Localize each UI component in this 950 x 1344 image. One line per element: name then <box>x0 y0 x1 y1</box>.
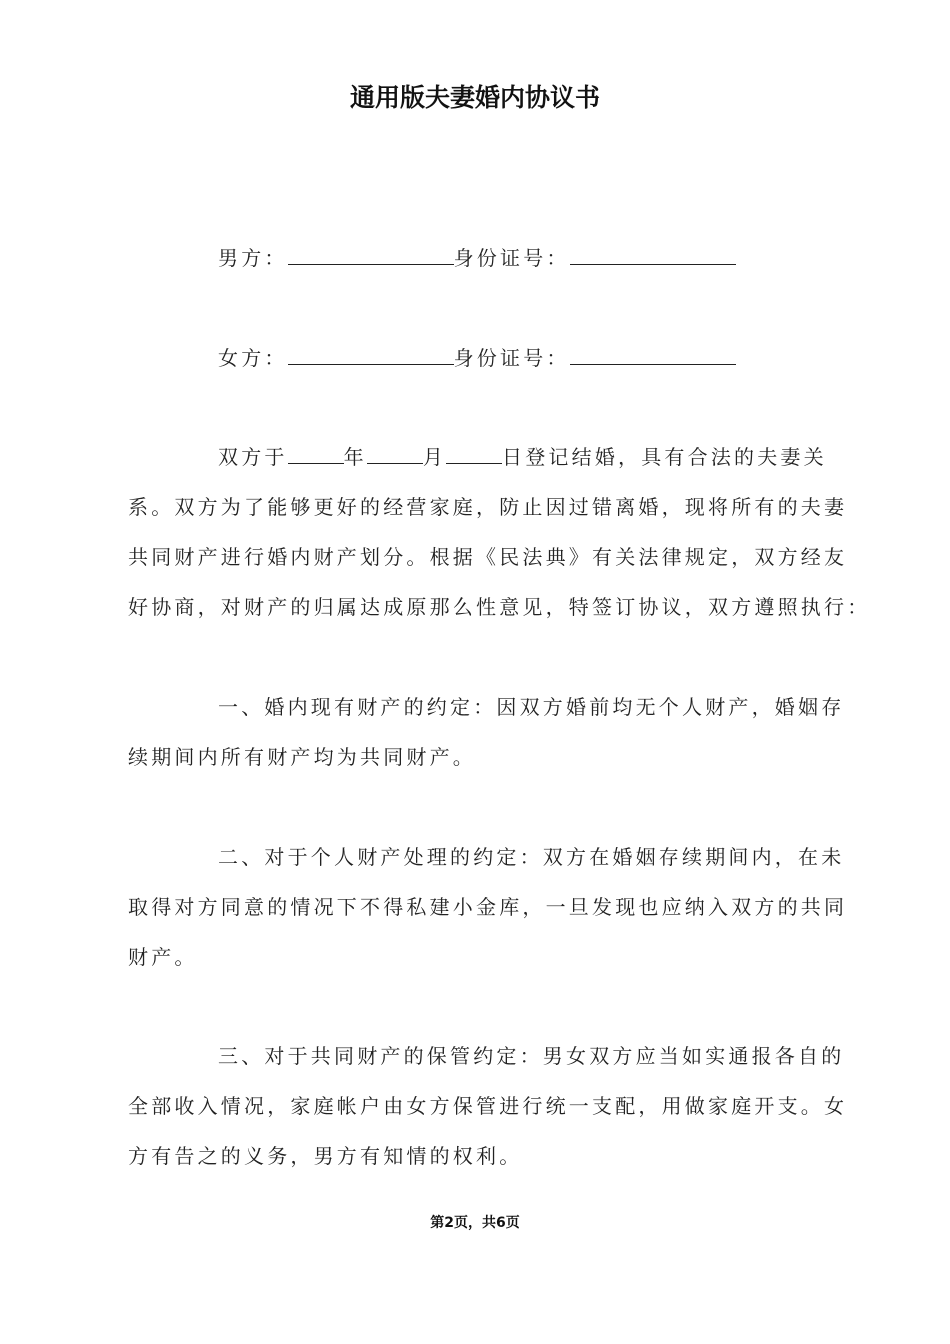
clause3-line-2: 全部收入情况，家庭帐户由女方保管进行统一支配，用做家庭开支。女 <box>128 1094 848 1118</box>
clause2-line-1: 二、对于个人财产处理的约定：双方在婚姻存续期间内，在未 <box>218 845 845 869</box>
day-blank <box>446 447 502 464</box>
month-label: 月 <box>422 445 447 469</box>
intro-line-2: 系。双方为了能够更好的经营家庭，防止因过错离婚，现将所有的夫妻 <box>128 495 848 519</box>
clause2-line-2: 取得对方同意的情况下不得私建小金库，一旦发现也应纳入双方的共同 <box>128 895 848 919</box>
male-id-blank <box>570 248 736 265</box>
female-id-label: 身份证号： <box>453 346 570 370</box>
intro-line-4: 好协商，对财产的归属达成原那么性意见，特签订协议，双方遵照执行： <box>128 595 871 619</box>
female-id-blank <box>570 348 736 365</box>
month-blank <box>367 447 423 464</box>
intro-prefix: 双方于 <box>218 445 288 469</box>
year-blank <box>288 447 344 464</box>
female-label: 女方： <box>218 346 288 370</box>
intro-line-3: 共同财产进行婚内财产划分。根据《民法典》有关法律规定，双方经友 <box>128 545 848 569</box>
page-number-footer: 第2页，共6页 <box>430 1215 520 1231</box>
female-name-blank <box>288 348 454 365</box>
year-label: 年 <box>343 445 367 469</box>
clause3-line-1: 三、对于共同财产的保管约定：男女双方应当如实通报各自的 <box>218 1044 845 1068</box>
male-name-blank <box>288 248 454 265</box>
clause2-line-3: 财产。 <box>128 945 198 969</box>
clause3-line-3: 方有告之的义务，男方有知情的权利。 <box>128 1144 523 1168</box>
intro-suffix: 日登记结婚，具有合法的夫妻关 <box>502 445 827 469</box>
intro-line-1 <box>218 441 827 470</box>
male-label: 男方： <box>218 246 288 270</box>
clause1-line-2: 续期间内所有财产均为共同财产。 <box>128 745 476 769</box>
female-party-line <box>218 342 736 371</box>
document-title: 通用版夫妻婚内协议书 <box>349 83 600 112</box>
clause1-line-1: 一、婚内现有财产的约定：因双方婚前均无个人财产，婚姻存 <box>218 695 845 719</box>
male-id-label: 身份证号： <box>453 246 570 270</box>
male-party-line <box>218 242 736 271</box>
